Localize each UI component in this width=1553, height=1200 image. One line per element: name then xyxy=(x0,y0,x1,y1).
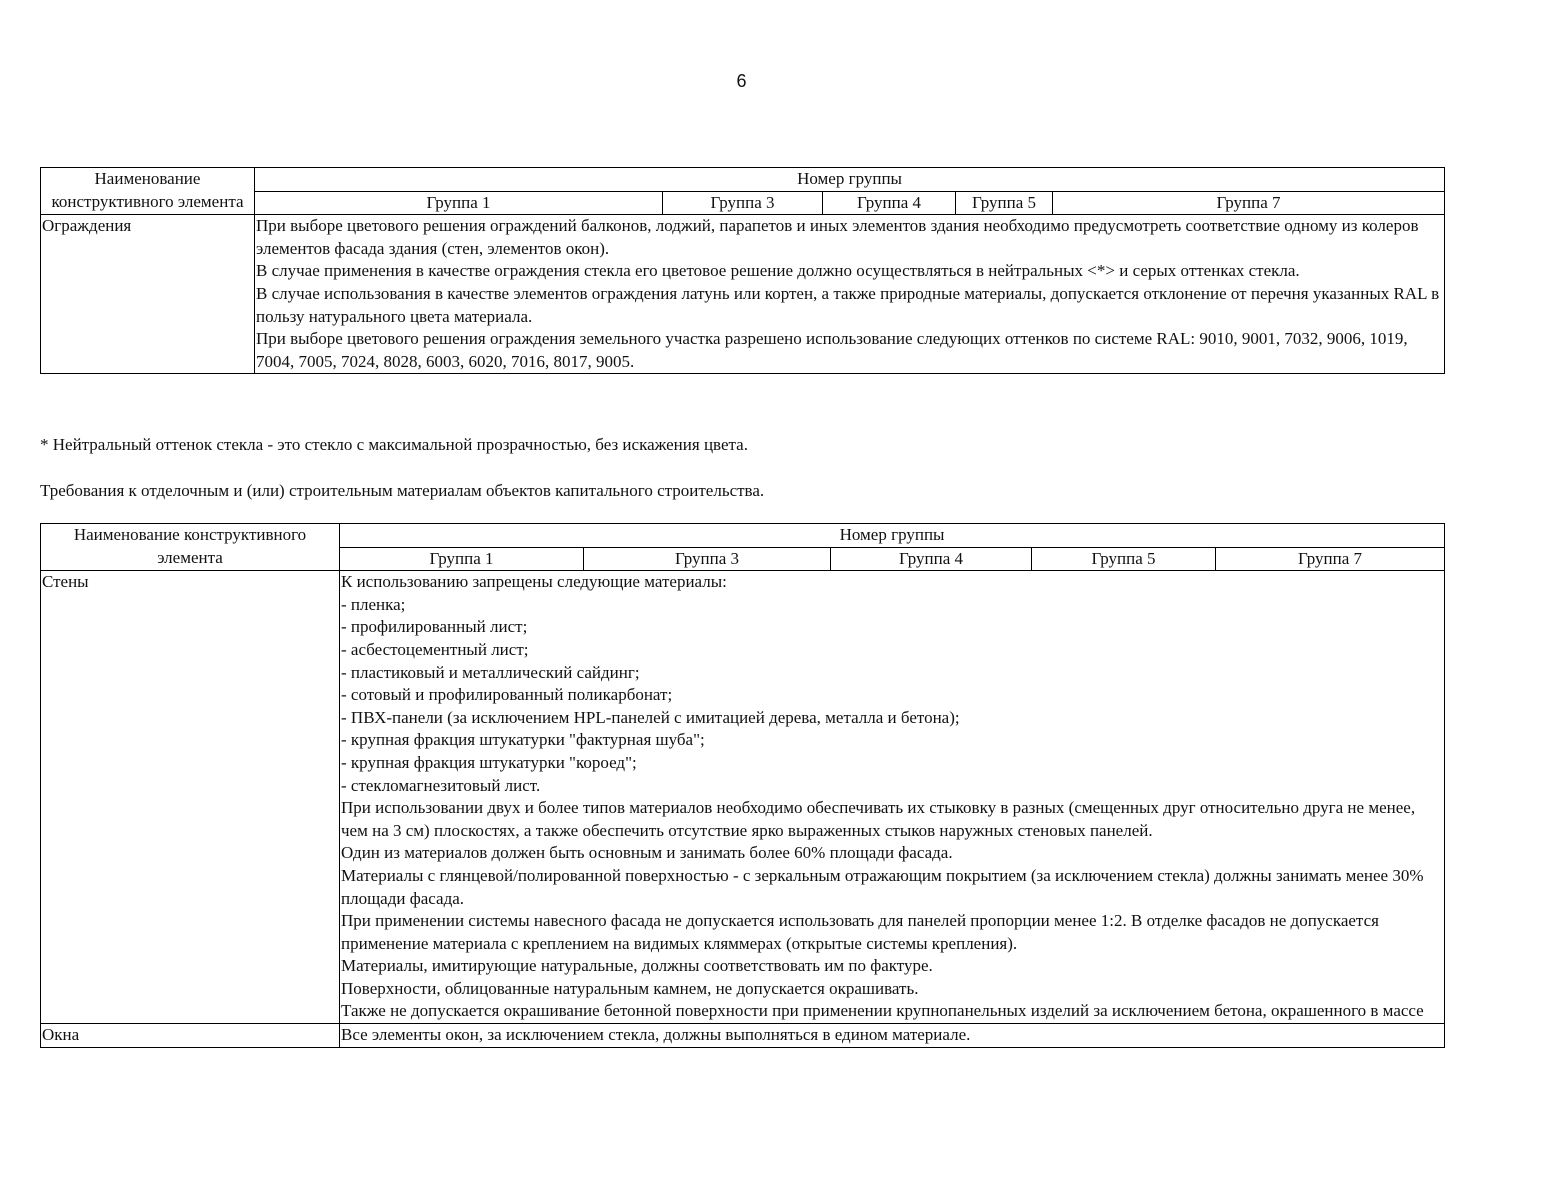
requirement-list-item: - крупная фракция штукатурки "фактурная шуба"; xyxy=(341,730,705,750)
requirement-list-item: - пластиковый и металлический сайдинг; xyxy=(341,662,640,682)
requirement-list-item: - пленка; xyxy=(341,594,406,614)
requirement-paragraph: Материалы, имитирующие натуральные, должны соответствовать им по фактуре. xyxy=(341,956,933,976)
requirement-list-item: - стекломагнезитовый лист. xyxy=(341,775,541,795)
requirement-paragraph: Поверхности, облицованные натуральным камнем, не допускается окрашивать. xyxy=(341,978,919,998)
group-number-header: Номер группы xyxy=(255,168,1445,192)
requirement-paragraph: Один из материалов должен быть основным и занимать более 60% площади фасада. xyxy=(341,843,953,863)
requirement-paragraph: При применении системы навесного фасада не допускается использовать для панелей пропорции менее 1:2. В отделке фасадов не допускается применение материала с креплением на видимых кляммерах (открытые системы крепления). xyxy=(341,911,1379,953)
requirement-paragraph: К использованию запрещены следующие материалы: xyxy=(341,572,727,592)
group-header: Группа 7 xyxy=(1216,547,1445,571)
requirement-paragraph: Все элементы окон, за исключением стекла, должны выполняться в едином материале. xyxy=(341,1025,971,1045)
requirements-cell xyxy=(340,1024,1445,1048)
group-header: Группа 1 xyxy=(255,191,663,215)
requirement-paragraph: В случае использования в качестве элементов ограждения латунь или кортен, а также природные материалы, допускается отклонение от перечня указанных RAL в пользу натурального цвета материала. xyxy=(256,283,1440,326)
element-name: Стены xyxy=(41,571,340,1024)
element-column-header: Наименование конструктивного элемента xyxy=(41,524,340,571)
group-header: Группа 4 xyxy=(831,547,1032,571)
facade-fencing-table xyxy=(40,167,1445,374)
group-header: Группа 5 xyxy=(956,191,1053,215)
group-header: Группа 4 xyxy=(823,191,956,215)
section-title: Требования к отделочным и (или) строительным материалам объектов капитального строительства. xyxy=(40,481,765,500)
requirement-list-item: - асбестоцементный лист; xyxy=(341,639,529,659)
requirement-paragraph: Материалы с глянцевой/полированной поверхностью - с зеркальным отражающим покрытием (за исключением стекла) должны занимать менее 30% площади фасада. xyxy=(341,865,1424,908)
requirements-cell xyxy=(255,215,1445,374)
requirement-paragraph: Также не допускается окрашивание бетонной поверхности при применении крупнопанельных изделий за исключением бетона, окрашенного в массе xyxy=(341,1001,1424,1021)
materials-table xyxy=(40,523,1445,1048)
requirement-paragraph: В случае применения в качестве ограждения стекла его цветовое решение должно осуществляться в нейтральных <*> и серых оттенках стекла. xyxy=(256,261,1300,281)
requirements-cell xyxy=(340,571,1445,1024)
requirement-paragraph: При использовании двух и более типов материалов необходимо обеспечивать их стыковку в разных (смещенных друг относительно друга не менее, чем на 3 см) плоскостях, а также обеспечить отсутствие ярко выраженных стыков наружных стеновых панелей. xyxy=(341,798,1416,840)
element-name: Ограждения xyxy=(41,215,255,374)
requirement-list-item: - профилированный лист; xyxy=(341,617,528,637)
requirement-paragraph: При выборе цветового решения ограждений балконов, лоджий, парапетов и иных элементов здания необходимо предусмотреть соответствие одному из колеров элементов фасада здания (стен, элементов окон). xyxy=(256,216,1419,258)
page-number: 6 xyxy=(736,71,747,91)
requirement-list-item: - сотовый и профилированный поликарбонат; xyxy=(341,685,673,705)
group-number-header: Номер группы xyxy=(340,524,1445,548)
requirement-list-item: - ПВХ-панели (за исключением HPL-панелей с имитацией дерева, металла и бетона); xyxy=(341,707,960,727)
group-header: Группа 3 xyxy=(663,191,823,215)
group-header: Группа 1 xyxy=(340,547,584,571)
requirement-list-item: - крупная фракция штукатурки "короед"; xyxy=(341,752,637,772)
table-row xyxy=(41,1024,1445,1048)
requirement-paragraph: При выборе цветового решения ограждения земельного участка разрешено использование следующих оттенков по системе RAL: 9010, 9001, 7032, 9006, 1019, 7004, 7005, 7024, 8028, 6003, 6020, 7016, 8017, 9005. xyxy=(256,329,1408,371)
table-row xyxy=(41,571,1445,1024)
group-header: Группа 5 xyxy=(1032,547,1216,571)
group-header: Группа 7 xyxy=(1053,191,1445,215)
group-header: Группа 3 xyxy=(584,547,831,571)
footnote: * Нейтральный оттенок стекла - это стекло с максимальной прозрачностью, без искажения цвета. xyxy=(40,435,748,454)
element-column-header: Наименование конструктивного элемента xyxy=(41,168,255,215)
table-row xyxy=(41,215,1445,374)
element-name: Окна xyxy=(41,1024,340,1048)
